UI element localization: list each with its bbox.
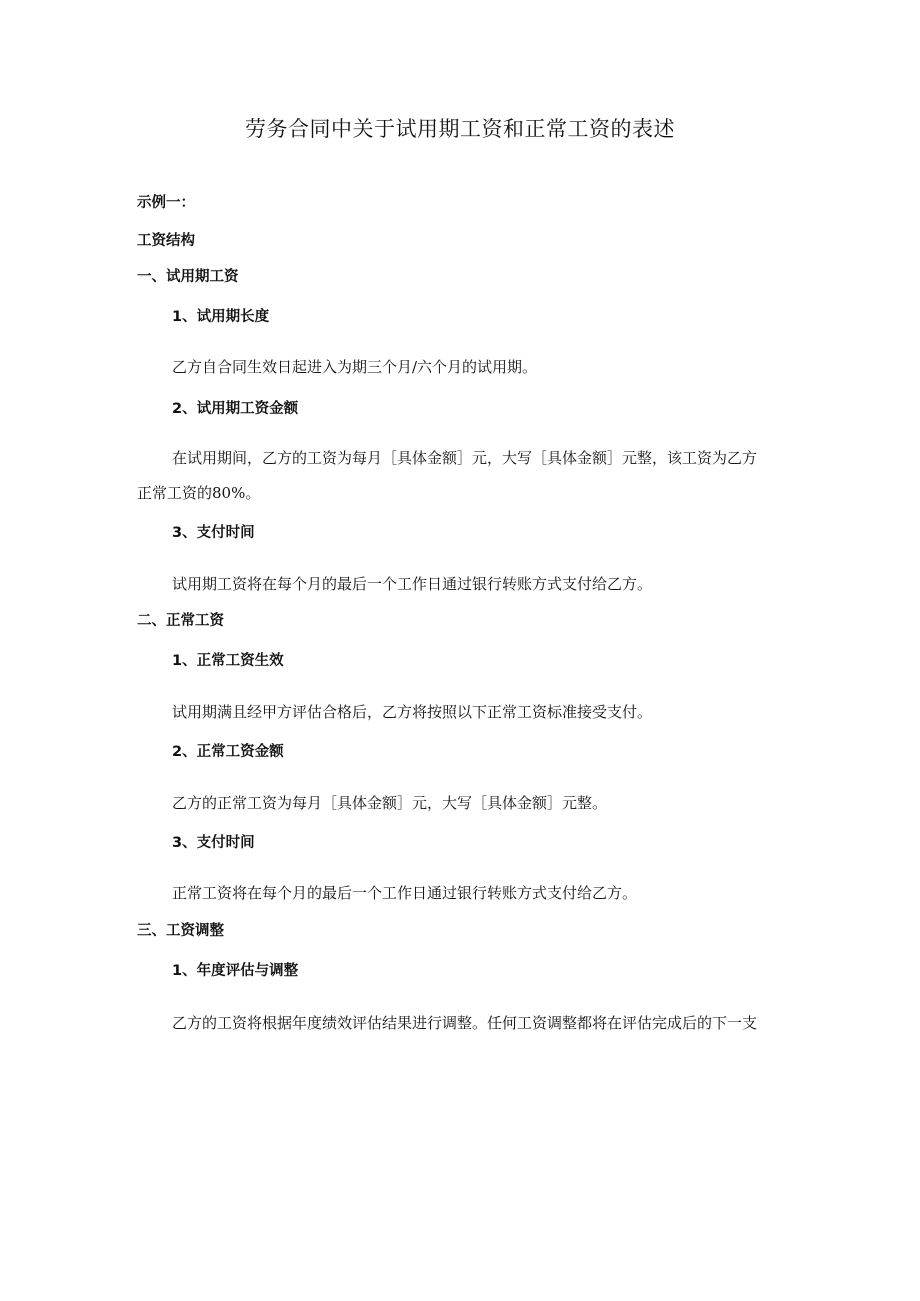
item-text-probation-amount-line2: 正常工资的80%。 [137,484,261,502]
item-text-probation-payment-time: 试用期工资将在每个月的最后一个工作日通过银行转账方式支付给乙方。 [172,575,653,593]
item-heading-normal-wage-amount: 2、正常工资金额 [172,744,284,760]
example-label: 示例一： [137,195,195,211]
item-heading-normal-payment-time: 3、支付时间 [172,835,255,851]
item-heading-probation-length: 1、试用期长度 [172,309,270,325]
structure-label: 工资结构 [137,233,195,249]
item-text-normal-wage-effective: 试用期满且经甲方评估合格后，乙方将按照以下正常工资标准接受支付。 [172,703,653,721]
item-text-probation-length: 乙方自合同生效日起进入为期三个月/六个月的试用期。 [172,358,538,376]
item-text-annual-review: 乙方的工资将根据年度绩效评估结果进行调整。任何工资调整都将在评估完成后的下一支 [172,1014,758,1032]
item-heading-probation-amount: 2、试用期工资金额 [172,401,299,417]
item-text-probation-amount-line1: 在试用期间，乙方的工资为每月［具体金额］元，大写［具体金额］元整，该工资为乙方 [172,449,758,467]
item-heading-annual-review: 1、年度评估与调整 [172,963,299,979]
section-heading-wage-adjustment: 三、工资调整 [137,923,224,939]
document-title: 劳务合同中关于试用期工资和正常工资的表述 [245,117,675,141]
item-text-normal-payment-time: 正常工资将在每个月的最后一个工作日通过银行转账方式支付给乙方。 [172,884,638,902]
section-heading-probation-wage: 一、试用期工资 [137,269,239,285]
item-heading-probation-payment-time: 3、支付时间 [172,525,255,541]
item-text-normal-wage-amount: 乙方的正常工资为每月［具体金额］元，大写［具体金额］元整。 [172,794,608,812]
section-heading-normal-wage: 二、正常工资 [137,613,224,629]
item-heading-normal-wage-effective: 1、正常工资生效 [172,653,284,669]
